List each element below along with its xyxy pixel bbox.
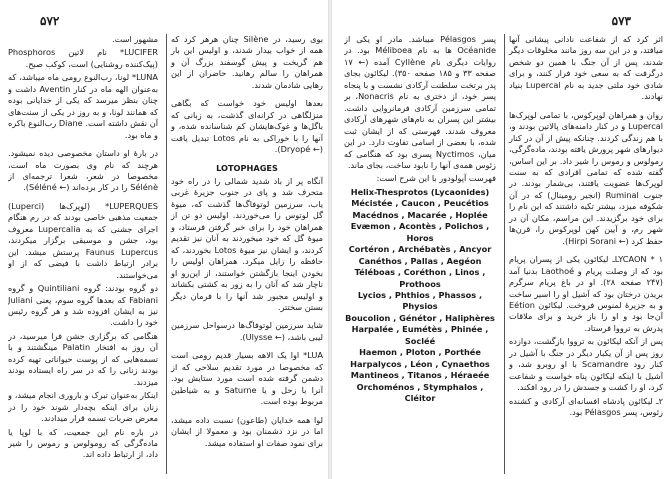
paragraph: مشهور است. (111, 34, 158, 44)
right-page-left-column (344, 34, 496, 474)
paragraph: اینکار به‌عنوان تبرک و باروری انجام میشد، و زنان برای اینکه بچه‌دار شوند خود را در معرض ضربات تسمه قرار میدادند. (8, 390, 158, 424)
book-gutter (328, 0, 332, 479)
paragraph: بعدها اولیس خود خواست که بگاهی منزلگاهی در کرانه‌ای گذشت، به زبانی که باگل‌ها و غوک‌هایشان کم شناسانده شده، و آنها را با خوراکی به نام Lotos تبدیل یافت (← Dryopé). (171, 98, 323, 155)
entry-heading: LOTOPHAGES (216, 162, 278, 173)
name-list-line: Mantineos , Titanos , Héraeée (350, 370, 490, 381)
name-list-line: Boucolion , Génétor , Haliphères (345, 312, 495, 323)
paragraph: آنگاه پر از باد شدید شمالی را در راه خود متحرف شد و پای در جنوب جزیرهٔ غربی یاب، سرزمین لوتوفاگ‌ها گذشت که، میوهٔ گل لوتوس را می‌خوردند. اولیس دو تن از همراهان خود را برای خبر گرفتن فرستاد، و میوهٔ گل که خود میخوردند به آنان نیز تقدیم کردند، و ایشان نیز میوهٔ Lotos بخوردند، که حافظه را زایل میکرد. همراهان اولیس را بخودن اینجا بازگشتن خواستند، از این‌رو او ناچار شد که آنان را به زور به کشتی بکشاند و اولیس مجبور شد آنها را با فرمان دیگر بستن سختتر. (171, 175, 323, 312)
page-number: ۵۷۳ (611, 14, 631, 28)
paragraph: بوی رسید، در Silène چنان هرهر کرد که همه از خواب بیدار شدند، و اولیس این بار هم گریخت و پیش گوسفند بزرگ آن و همراهان را سالم رهانید. حاضران از این رهایی شادمان شدند. (171, 34, 323, 90)
name-list-line: Orchoménos , Stymphalos , Cléitor (356, 381, 484, 404)
paragraph: پسر Pélasgos میباشد. مادر او یکی از Océanide ها به نام Méliboea بود. در روایات دیگری نام Cyllène آمده (← ۱۷ صفحه ۳۳ و ۱۸۵ صفحه ۳۵۰). لیکائون بجای پدر برتخت سلطنت آرکادی نشست و با پنجاه پسر خود، از دختری به نام Nonacris، بر تمامی سرزمین آرکادی فرمانروایی داشت. بیشتر این پسران به نام‌های شهرهای آرکادی معروف شدند. فهرستی که از ایشان ثبت شده، با بعضی از اسامی تفاوت دارد. در این میان، Nyctimos پسری بود که هنگامی که زئوس همه‌ی آنها را نابود ساخت، بجای ماند. (344, 34, 496, 170)
paragraph: هنگامی که برگزاری جشن فرا میرسید، در آن روز به افتخار Palatin مینگشتند و با تسمه‌هایی که از پوست حیواناتی تهیه کرده بودند زنانی را که در سر راه ایستاده بودند میزدند. (8, 330, 158, 387)
name-list-line: Cortéron , Archébatès , Ancyor (348, 244, 492, 255)
page-number: ۵۷۲ (40, 14, 60, 28)
paragraph: LUPERQUES* (لوپرک‌ها (Luperci) جمعیت مذهبی خاصی بودند که در رم هنگام اجرای جشنی که به Lupercalia معروف بود، جشن و موسیقی برگزار میکردند، Faunus Lupercus پرستش میشد. این برادر ارتباط داشت با فیضی که از او می‌خواستند. (8, 200, 158, 280)
paragraph: LUCIFER* نام لاتین Phosphoros (پیک‌کننده روشنایی) است، کوکب صبح. (8, 47, 158, 69)
paragraph: دو گروه بودند: گروه Quintiliani و گروه Fabiani که بعدها گروه سوم، یعنی Juliani نیز به ایشان افزوده شد و هر گروه رئیس خود را داشت. (8, 283, 158, 328)
name-list-line: Téléboas , Coréthon , Linos , Prothoos (354, 267, 486, 289)
left-page-right-column (166, 34, 323, 474)
name-list-line: Harpalée , Eumétès , Phinée , Socléé (351, 324, 489, 346)
paragraph: LYCAON * ۱ـ لیکائون یکی از پسران پریام بود که از وصلت پریام و Laothoé بدنیا آمد (۲۴۷ صفحه ۲۸). او در باغ پریام سرگرم بریدن درختان بود که آشیل او را اسیر ساخت و به جزیرهٔ لمنوس فروخت. لیکائون Eétion آن‌جا بود و او را باز خرید و برای ملاقات پدرش به ترووا فرستاد. (509, 254, 663, 333)
name-list-line: Harpalycos , Léon , Cynaethos (350, 358, 490, 369)
paragraph: اثر کرد که از شفاعت نادانی پیشانی آنها میافتد، و در این سه روز مانند مخلوقات دیگر شدند، پس از آن جنگ با همین دو شخص درگرفت که به سعی خود فرار کنند، و برای شادی خود ملتی جدید به نام Lupercal بنیاد نهادند. (509, 34, 663, 102)
left-page-left-column (8, 34, 158, 474)
name-list-line: Canéthos , Pallas , Aegéon (358, 255, 482, 266)
name-list-line: Mécistée , Caucon , Peucétios (351, 198, 489, 209)
paragraph: روان و همراهان لوپرکوس، با تمامی لوپرک‌ها Lupercal و در کنار دامنه‌های پالاتین بودند و، با هم زندگی کردند. چنانکه پیش از آن در کنار دیوارهای شهر پرورش یافته بودند، ماده‌گرگی، رمولوس و رموس را شیر داد. بر این اساس، گفته شده که تمامی افرادی که به سنت لوپرک‌ها عضویت یافتند، بی‌شمار بودند. در جنوب Ruminal (انجیر رومینال) که در آن شکوفه میزد، بیشتر تکیه داشتند که این نام را برای خود برگزیدند. این مراسم، مکان آن در شهر رم، و آیین کهن لوپرکوس را، قرن‌ها حفظ کرد (← Hirpi Sorani). (509, 109, 663, 246)
paragraph: LUNA* لونا، رب‌النوع رومی ماه میباشد، که به‌عنوان الهه ماه در کنار Aventin داشت و چنان بنظر میرسد که یکی از خدایانی بوده که همانند لونا، و به روز در یکی از سنت‌های آن نقش داشته است. Diane رب‌النوع باکره و ماه بود. (8, 72, 158, 140)
name-list-line: Lycios , Phthios , Phassos , Physios (357, 289, 483, 312)
name-list-line: Evæmon , Acontès , Polichos , Horos (350, 221, 490, 243)
paragraph: لوا همه خدایان (طاعون) نسبت داده میشد، اما در نزد دشمنان بود و معمولا از ایشان برای نمود صفات او استفاده میشد. (171, 414, 323, 448)
paragraph: در باره نام این جمعیت، که با لوپا یا ماده‌گرگی که رومولوس و رموس را شیر داد، از ارتباط داده اند. (8, 426, 158, 460)
paragraph: شاید سرزمین لوتوفاگ‌ها درسواحل سرزمین لیبی باشد، (← Ulysse). (171, 320, 323, 342)
name-list-line: (Helix-Thesprotos (Lycaonides (350, 186, 490, 197)
name-list-line: Haemon , Ploton , Porthée (359, 347, 481, 358)
list-heading: فهرست آپولودور با این شرح است: (376, 173, 496, 184)
paragraph: ۲ـ لیکائون پادشاه افسانه‌ای آرکادی و کشنده زئوس، پسر Pélasgos بود. (509, 395, 663, 418)
right-page-right-column (504, 34, 663, 474)
paragraph: در بارهٔ او داستان مخصوصی دیده نمیشود. هرچند که نام وی بصورت ماه است، مخصوصا در شعر، شعرا ترجمه‌ای از Sélénè را در کار برده‌اند (← Séléné). (8, 148, 158, 193)
name-list-line: Macédnos , Macarée , Hoplée (352, 209, 488, 220)
paragraph: پس از آنکه لیکائون به ترووا بازگشت، دوازده روز پس از آن یکبار دیگر در جنگ با آشیل در کنار رود Scamandre با او روبرو شد، و آشیل با اینکه لیکائون پناه خواست و شفاعت کرد، او را کشت و جسدش را در رود افکند. (509, 336, 663, 393)
paragraph: LUA* اوا یک الاهه بسیار قدیم رومی است که مخصوصا در مورد تقدیم سلاحی که از دشمن گرفته شده است مورد ستایش بود. آنرا با زحل و یا Saturne و به شیاطین مربوط بوده است. (171, 350, 323, 407)
right-page (334, 0, 667, 479)
left-page (0, 0, 326, 479)
